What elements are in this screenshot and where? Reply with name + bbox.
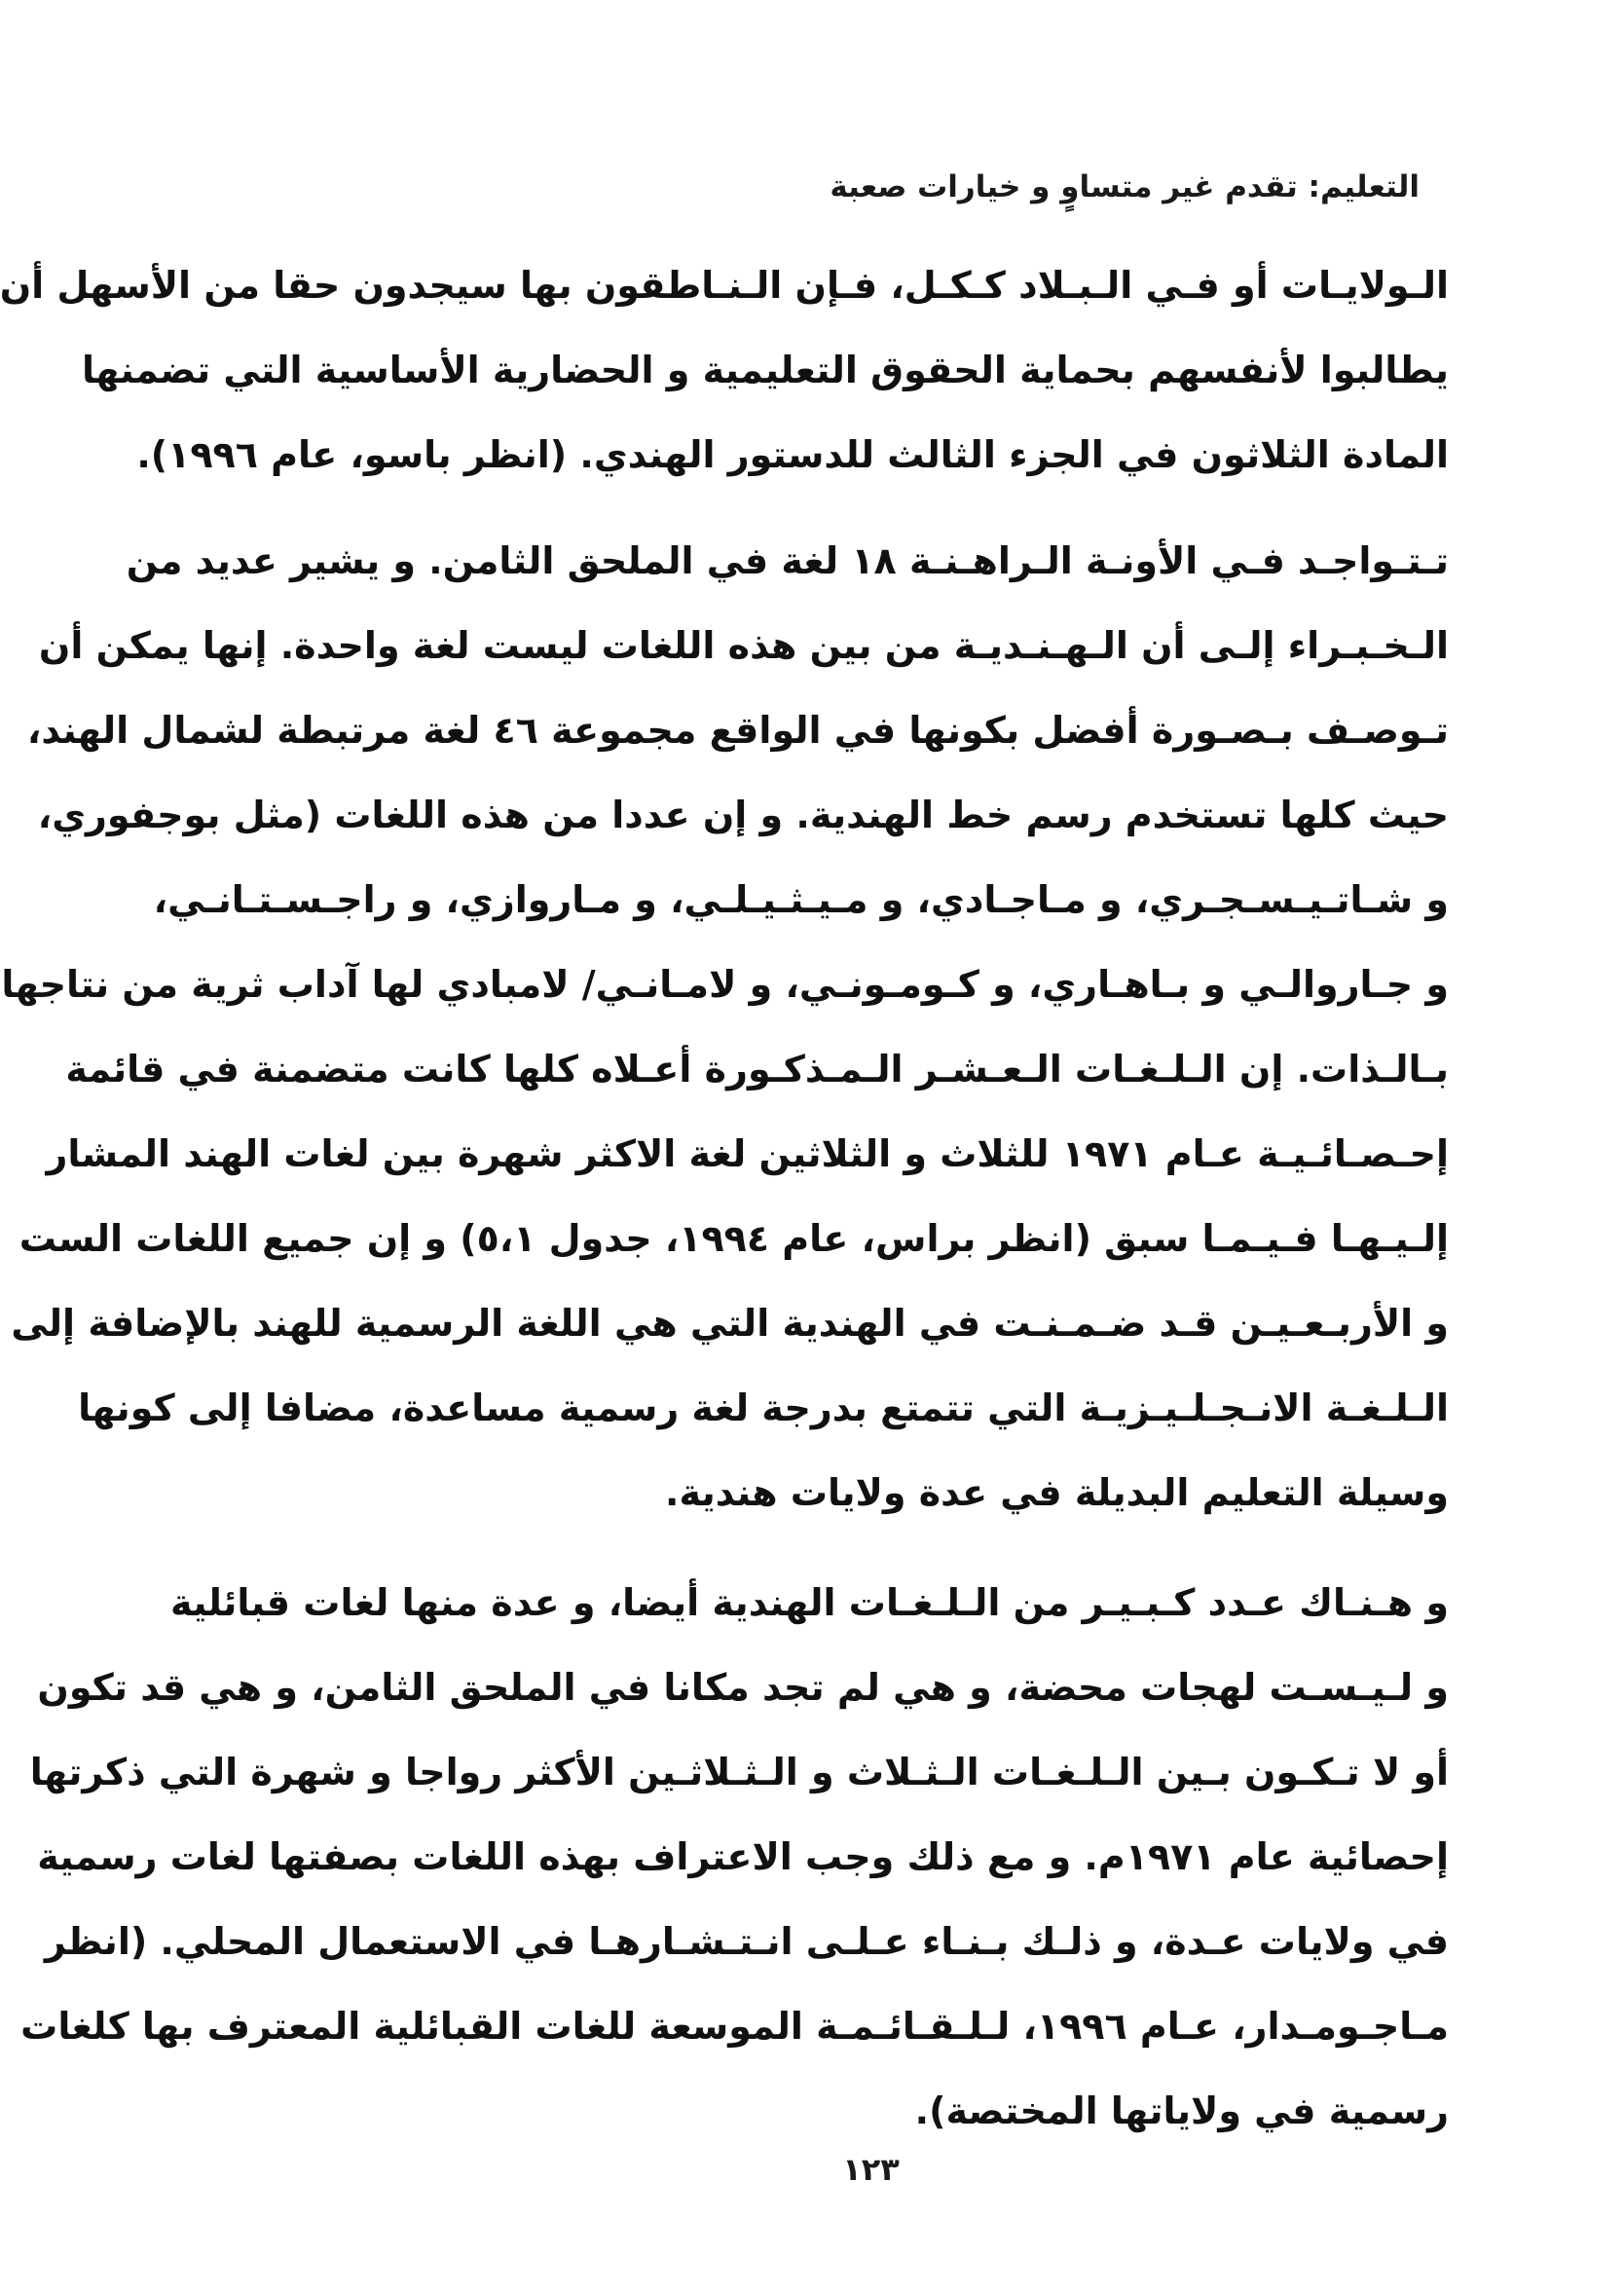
paragraph-gap: [293, 1535, 1449, 1561]
text-line: المادة الثلاثون في الجزء الثالث للدستور الهندي. (انظر باسو، عام ١٩٩٦).: [136, 433, 1449, 476]
text-line: الـلـغـة الانـجـلـيـزيـة التي تتمتع بدرجة لغة رسمية مساعدة، مضافا إلى كونها: [78, 1386, 1449, 1429]
text-line: إحـصـائـيـة عـام ١٩٧١ للثلاث و الثلاثين لغة الاكثر شهرة بين لغات الهند المشار: [46, 1132, 1449, 1175]
paragraph-1: [0, 243, 1449, 498]
paragraph-3: [20, 1561, 1449, 2154]
running-header: التعليم: تقدم غير متساوٍ و خيارات صعبة: [830, 169, 1420, 204]
text-line: إلـيـهـا فـيـمـا سبق (انظر براس، عام ١٩٩٤، جدول ٥،١) و إن جميع اللغات الست: [18, 1217, 1449, 1260]
text-line: الـخـبـراء إلـى أن الـهـنـديـة من بين هذه اللغات ليست لغة واحدة. إنها يمكن أن: [38, 624, 1449, 667]
text-line: مـاجـومـدار، عـام ١٩٩٦، لـلـقـائـمـة الموسعة للغات القبائلية المعترف بها كلغات: [20, 2005, 1449, 2048]
page-number: ١٢٣: [842, 2151, 900, 2188]
text-line: وسيلة التعليم البديلة في عدة ولايات هندية.: [665, 1471, 1449, 1514]
text-line: و شـاتـيـسـجـري، و مـاجـادي، و مـيـثـيـلـي، و مـاروازي، و راجـسـتـانـي،: [153, 878, 1449, 921]
text-line: و الأربـعـيـن قـد ضـمـنـت في الهندية التي هي اللغة الرسمية للهند بالإضافة إلى: [11, 1302, 1449, 1345]
text-line: و لـيـسـت لهجات محضة، و هي لم تجد مكانا في الملحق الثامن، و هي قد تكون: [37, 1666, 1449, 1709]
body-text: [0, 243, 1449, 2154]
text-line: و هـنـاك عـدد كـبـيـر من الـلـغـات الهندية أيضا، و عدة منها لغات قبائلية: [170, 1581, 1449, 1624]
paragraph-gap: [293, 498, 1449, 519]
text-line: حيث كلها تستخدم رسم خط الهندية. و إن عددا من هذه اللغات (مثل بوجفوري،: [37, 794, 1449, 836]
text-line: في ولايات عـدة، و ذلـك بـنـاء عـلـى انـتـشـارهـا في الاستعمال المحلي. (انظر: [44, 1920, 1449, 1963]
text-line: تـوصـف بـصـورة أفضل بكونها في الواقع مجموعة ٤٦ لغة مرتبطة لشمال الهند،: [26, 709, 1449, 752]
text-line: رسمية في ولاياتها المختصة).: [914, 2089, 1449, 2132]
text-line: الـولايـات أو فـي الـبـلاد كـكـل، فـإن الـنـاطقون بها سيجدون حقا من الأسهل أن: [0, 264, 1449, 307]
text-line: أو لا تـكـون بـين الـلـغـات الـثـلاث و الـثـلاثـين الأكثر رواجا و شهرة التي ذكرتها: [29, 1751, 1449, 1793]
text-line: إحصائية عام ١٩٧١م. و مع ذلك وجب الاعتراف بهذه اللغات بصفتها لغات رسمية: [37, 1835, 1449, 1878]
text-line: تـتـواجـد فـي الأونـة الـراهـنـة ١٨ لغة في الملحق الثامن. و يشير عديد من: [126, 539, 1449, 582]
text-line: بـالـذات. إن الـلـغـات الـعـشـر الـمـذكـورة أعـلاه كلها كانت متضمنة في قائمة: [65, 1048, 1449, 1091]
paragraph-2: [1, 519, 1449, 1535]
text-line: يطالبوا لأنفسهم بحماية الحقوق التعليمية و الحضارية الأساسية التي تضمنها: [82, 349, 1449, 391]
text-line: و جـاروالـي و بـاهـاري، و كـومـونـي، و لامـانـي/ لامبادي لها آداب ثرية من نتاجها: [1, 963, 1449, 1006]
